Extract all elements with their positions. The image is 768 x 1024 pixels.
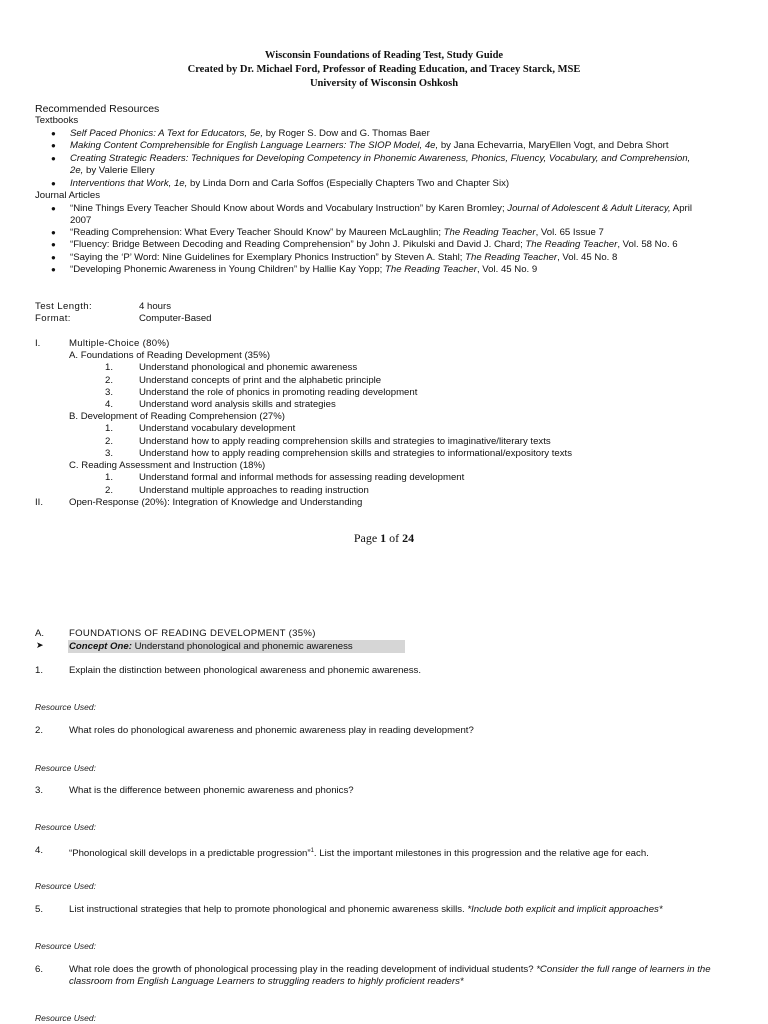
question-text: Explain the distinction between phonological awareness and phonemic awareness.	[69, 665, 421, 676]
journal-item: “Reading Comprehension: What Every Teacher Should Know” by Maureen McLaughlin; The Reading Teacher, Vol. 65 Issue 7	[70, 227, 604, 238]
resource-used-label: Resource Used:	[35, 822, 96, 832]
outline-item-number: 3.	[105, 387, 114, 398]
resource-used-label: Resource Used:	[35, 941, 96, 951]
section-letter: A.	[35, 628, 45, 639]
question-text: What role does the growth of phonological processing play in the reading development of individual students? *Consider the full range of learners in the classroom from English Language Learners to struggling readers to highly proficient readers*	[69, 964, 711, 987]
outline-item-number: 2.	[105, 436, 114, 447]
resource-used-label: Resource Used:	[35, 1013, 96, 1023]
document-authors: Created by Dr. Michael Ford, Professor of Reading Education, and Tracey Starck, MSE	[187, 64, 581, 75]
question-text: What is the difference between phonemic awareness and phonics?	[69, 785, 354, 796]
outline-item: Understand word analysis skills and strategies	[139, 399, 336, 410]
outline-section: B. Development of Reading Comprehension (27%)	[69, 411, 285, 422]
textbook-item: Interventions that Work, 1e, by Linda Dorn and Carla Soffos (Especially Chapters Two and Chapter Six)	[70, 178, 510, 189]
bullet-icon: ●	[51, 129, 56, 138]
journal-item-continued: 2007	[70, 215, 92, 226]
concept-heading: Concept One: Understand phonological and phonemic awareness	[69, 641, 353, 652]
textbook-item: Making Content Comprehensible for English Language Learners: The SIOP Model, 4e, by Jana Echevarria, MaryEllen Vogt, and Debra Short	[70, 140, 669, 151]
outline-section: A. Foundations of Reading Development (35%)	[69, 350, 271, 361]
section-title: FOUNDATIONS OF READING DEVELOPMENT (35%)	[69, 628, 316, 639]
outline-item: Understand phonological and phonemic awareness	[139, 362, 358, 373]
arrow-right-icon: ➤	[36, 640, 44, 650]
question-text: What roles do phonological awareness and phonemic awareness play in reading development?	[69, 725, 474, 736]
footnote-marker: 1	[310, 848, 314, 854]
outline-part-number: II.	[35, 497, 43, 508]
outline-item: Understand how to apply reading comprehension skills and strategies to imaginative/literary texts	[139, 436, 551, 447]
outline-item-number: 2.	[105, 485, 114, 496]
outline-item: Understand vocabulary development	[139, 423, 296, 434]
bullet-icon: ●	[51, 141, 56, 150]
textbooks-label: Textbooks	[35, 115, 79, 126]
outline-item-number: 1.	[105, 362, 114, 373]
outline-item-number: 1.	[105, 423, 114, 434]
outline-item: Understand how to apply reading comprehension skills and strategies to informational/expository texts	[139, 448, 573, 459]
outline-section: C. Reading Assessment and Instruction (18%)	[69, 460, 266, 471]
question-number: 1.	[35, 665, 44, 676]
outline-part-title: Multiple-Choice (80%)	[69, 338, 170, 349]
outline-part-number: I.	[35, 338, 41, 349]
resource-used-label: Resource Used:	[35, 702, 96, 712]
journal-item: “Nine Things Every Teacher Should Know about Words and Vocabulary Instruction” by Karen Bromley; Journal of Adolescent & Adult Literacy, April	[70, 203, 692, 214]
test-length-value: 4 hours	[139, 301, 171, 312]
resources-heading: Recommended Resources	[35, 103, 160, 115]
question-text: List instructional strategies that help to promote phonological and phonemic awareness skills. *Include both explicit and implicit approaches*	[69, 904, 663, 915]
question-number: 3.	[35, 785, 44, 796]
test-format-label: Format:	[35, 313, 71, 324]
outline-item-number: 2.	[105, 375, 114, 386]
outline-item: Understand the role of phonics in promoting reading development	[139, 387, 418, 398]
bullet-icon: ●	[51, 228, 56, 237]
journals-label: Journal Articles	[35, 190, 101, 201]
question-text: “Phonological skill develops in a predictable progression”$^1$. List the important milestones in this progression and the relative age for each.	[69, 848, 649, 860]
textbook-item: Self Paced Phonics: A Text for Educators, 5e, by Roger S. Dow and G. Thomas Baer	[70, 128, 430, 139]
outline-item: Understand multiple approaches to reading instruction	[139, 485, 369, 496]
bullet-icon: ●	[51, 179, 56, 188]
question-number: 5.	[35, 904, 44, 915]
bullet-icon: ●	[51, 154, 56, 163]
document-institution: University of Wisconsin Oshkosh	[309, 78, 459, 89]
question-number: 2.	[35, 725, 44, 736]
journal-item: “Fluency: Bridge Between Decoding and Reading Comprehension” by John J. Pikulski and David J. Chard; The Reading Teacher, Vol. 58 No. 6	[70, 239, 678, 250]
outline-item-number: 4.	[105, 399, 114, 410]
outline-item: Understand formal and informal methods for assessing reading development	[139, 472, 465, 483]
resource-used-label: Resource Used:	[35, 881, 96, 891]
page-number: Page 1 of 24	[353, 531, 415, 545]
outline-item: Understand concepts of print and the alphabetic principle	[139, 375, 382, 386]
journal-item: “Developing Phonemic Awareness in Young Children” by Hallie Kay Yopp; The Reading Teacher, Vol. 45 No. 9	[70, 264, 538, 275]
resource-used-label: Resource Used:	[35, 763, 96, 773]
textbook-item-continued: 2e, by Valerie Ellery	[70, 165, 155, 176]
bullet-icon: ●	[51, 265, 56, 274]
outline-item-number: 1.	[105, 472, 114, 483]
bullet-icon: ●	[51, 240, 56, 249]
question-number: 4.	[35, 845, 44, 856]
bullet-icon: ●	[51, 204, 56, 213]
test-format-value: Computer-Based	[139, 313, 212, 324]
journal-item: “Saying the ‘P’ Word: Nine Guidelines for Exemplary Phonics Instruction” by Steven A. Stahl; The Reading Teacher, Vol. 45 No. 8	[70, 252, 618, 263]
bullet-icon: ●	[51, 253, 56, 262]
question-number: 6.	[35, 964, 44, 975]
outline-item-number: 3.	[105, 448, 114, 459]
document-title: Wisconsin Foundations of Reading Test, Study Guide	[264, 50, 504, 61]
test-length-label: Test Length:	[35, 301, 93, 312]
outline-part-title: Open-Response (20%): Integration of Knowledge and Understanding	[69, 497, 363, 508]
textbook-item: Creating Strategic Readers: Techniques for Developing Competency in Phonemic Awareness, Phonics, Fluency, Vocabulary, and Comprehension,	[70, 153, 691, 164]
